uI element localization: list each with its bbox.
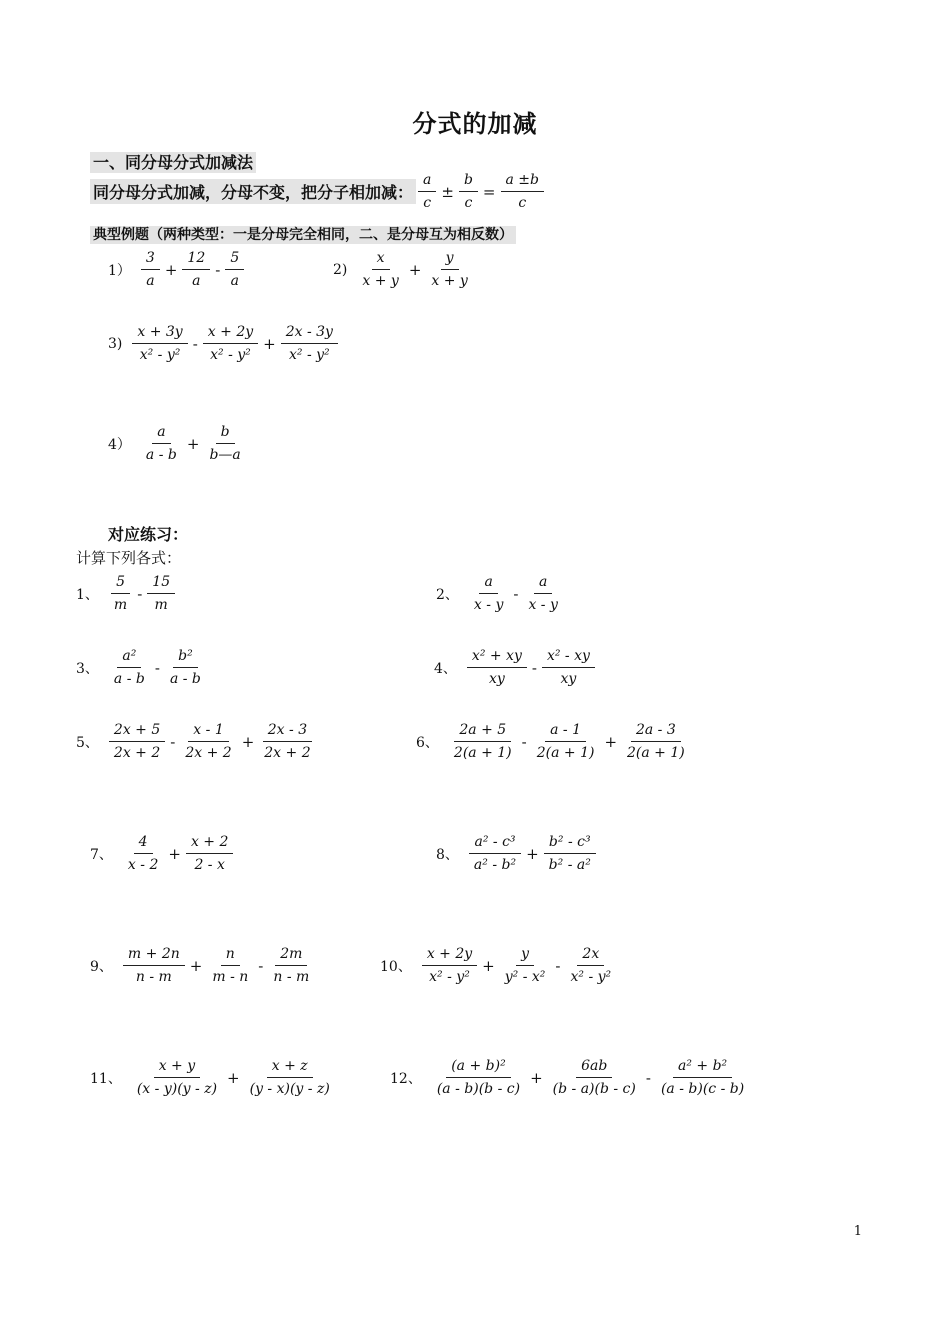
numerator: 6ab: [576, 1058, 612, 1078]
denominator: x² - y²: [429, 969, 470, 985]
denominator: b² - a²: [548, 857, 591, 873]
operator: -: [645, 1068, 651, 1087]
operator: -: [192, 334, 198, 353]
denominator: xy: [560, 671, 577, 687]
fraction: [469, 574, 508, 613]
fraction: [548, 1058, 641, 1097]
rule-fraction-1: $\frac{a}{c}$: [418, 172, 436, 211]
denominator: a - b: [113, 671, 145, 687]
item-label: 11、: [90, 1070, 122, 1087]
item-label: 2、: [436, 586, 459, 603]
denominator: (b - a)(b - c): [552, 1081, 636, 1097]
examples-heading: 典型例题（两种类型：一是分母完全相同，二、是分母互为相反数）: [90, 224, 516, 244]
denominator: xy: [488, 671, 505, 687]
operator: -: [531, 658, 537, 677]
denominator: x² - y²: [289, 347, 330, 363]
practice-7: [90, 834, 235, 873]
denominator: a² - b²: [473, 857, 517, 873]
item-label: 12、: [390, 1070, 422, 1087]
example-1: [108, 250, 246, 289]
operator: -: [513, 584, 519, 603]
numerator: 2x - 3y: [281, 324, 338, 344]
operator: -: [521, 732, 527, 751]
fraction: [622, 722, 690, 761]
numerator: 2a - 3: [631, 722, 681, 742]
numerator: x + 2: [186, 834, 233, 854]
section-heading: 一、同分母分式加减法: [90, 150, 256, 173]
fraction: [123, 946, 185, 985]
fraction: [426, 250, 472, 289]
operator: +: [227, 1068, 240, 1087]
numerator: a: [479, 574, 497, 594]
denominator: n - m: [273, 969, 310, 985]
numerator: a² + b²: [673, 1058, 732, 1078]
numerator: 2a + 5: [454, 722, 511, 742]
item-label: 5、: [76, 734, 99, 751]
item-label: 3、: [76, 660, 99, 677]
denominator: 2 - x: [194, 857, 225, 873]
page-title: 分式的加减: [412, 110, 538, 138]
numerator: 2x - 3: [263, 722, 312, 742]
fraction: [432, 1058, 525, 1097]
fraction: [656, 1058, 749, 1097]
fraction: [141, 250, 160, 289]
denominator: x + y: [431, 273, 468, 289]
numerator: n: [221, 946, 240, 966]
denominator: 2x + 2: [185, 745, 232, 761]
denominator: 2(a + 1): [627, 745, 685, 761]
fraction: [123, 834, 163, 873]
fraction: [542, 648, 595, 687]
practice-12: [390, 1058, 751, 1097]
operator: +: [164, 260, 178, 279]
rule-line: 同分母分式加减，分母不变，把分子相加减： $\frac{a}{c}$ ± $\frac{b}{c}$ = $\frac{a \pm b}{c}$: [90, 172, 546, 211]
numerator: 15: [147, 574, 175, 594]
operator: -: [154, 658, 160, 677]
fraction: [422, 946, 477, 985]
denominator: (a - b)(c - b): [660, 1081, 745, 1097]
item-label: 1、: [76, 586, 99, 603]
numerator: 2x: [577, 946, 604, 966]
fraction: [109, 648, 150, 687]
practice-11: [90, 1058, 337, 1097]
operator: +: [241, 732, 255, 751]
fraction: [449, 722, 517, 761]
numerator: y: [516, 946, 534, 966]
example-2: [333, 250, 475, 289]
denominator: x² - y²: [210, 347, 251, 363]
numerator: 12: [182, 250, 210, 270]
fraction: [207, 946, 253, 985]
practice-5: [76, 722, 318, 761]
fraction: [147, 574, 175, 613]
numerator: 3: [141, 250, 160, 270]
denominator: x - y: [528, 597, 558, 613]
operator: +: [189, 956, 203, 975]
fraction: [357, 250, 403, 289]
fraction: [281, 324, 338, 363]
fraction: [245, 1058, 335, 1097]
numerator: x + 2y: [422, 946, 477, 966]
numerator: (a + b)²: [446, 1058, 510, 1078]
fraction: [186, 834, 233, 873]
item-label: 4、: [434, 660, 457, 677]
item-label: 3): [108, 335, 123, 352]
fraction: [132, 324, 187, 363]
operator: -: [137, 584, 143, 603]
denominator: x² - y²: [570, 969, 612, 985]
denominator: a: [192, 273, 201, 289]
fraction: [109, 722, 165, 761]
operator: -: [555, 956, 561, 975]
fraction: [259, 722, 315, 761]
denominator: x - y: [473, 597, 504, 613]
numerator: x + z: [267, 1058, 313, 1078]
fraction: [566, 946, 617, 985]
denominator: b—a: [209, 447, 241, 463]
practice-3: [76, 648, 208, 687]
practice-9: [90, 946, 316, 985]
practice-instruction: 计算下列各式：: [76, 549, 182, 567]
fraction: [523, 574, 562, 613]
numerator: m + 2n: [123, 946, 185, 966]
operator: -: [215, 260, 221, 279]
numerator: a: [534, 574, 552, 594]
operator: +: [263, 334, 276, 353]
numerator: b² - c³: [544, 834, 596, 854]
practice-4: [434, 648, 597, 687]
operator: +: [168, 844, 181, 863]
fraction: [182, 250, 210, 289]
practice-2: [436, 574, 565, 613]
denominator: a - b: [169, 671, 201, 687]
denominator: x - 2: [127, 857, 159, 873]
denominator: a - b: [145, 447, 177, 463]
item-label: 4）: [108, 436, 131, 453]
numerator: x - 1: [188, 722, 228, 742]
rule-fraction-2: $\frac{b}{c}$: [459, 172, 478, 211]
fraction: [268, 946, 314, 985]
practice-8: [436, 834, 598, 873]
denominator: 2x + 2: [264, 745, 311, 761]
numerator: y: [441, 250, 459, 270]
numerator: x: [372, 250, 390, 270]
denominator: n - m: [135, 969, 172, 985]
item-label: 9、: [90, 958, 113, 975]
numerator: x² + xy: [467, 648, 527, 668]
numerator: a: [152, 424, 170, 444]
operator: -: [258, 956, 264, 975]
denominator: x + y: [362, 273, 399, 289]
denominator: m - n: [212, 969, 249, 985]
operator: +: [482, 956, 495, 975]
operator: +: [604, 732, 618, 751]
denominator: y² - x²: [504, 969, 546, 985]
denominator: m: [154, 597, 168, 613]
numerator: b²: [173, 648, 198, 668]
numerator: 2m: [275, 946, 307, 966]
fraction: [225, 250, 244, 289]
fraction: [204, 424, 245, 463]
item-label: 7、: [90, 846, 113, 863]
operator: +: [526, 844, 539, 863]
numerator: x + 3y: [132, 324, 187, 344]
operator: +: [408, 260, 422, 279]
denominator: x² - y²: [139, 347, 181, 363]
fraction: [532, 722, 600, 761]
practice-heading: 对应练习：: [108, 525, 189, 544]
item-label: 2): [333, 261, 348, 278]
denominator: 2(a + 1): [536, 745, 595, 761]
denominator: (a - b)(b - c): [436, 1081, 521, 1097]
fraction: [467, 648, 527, 687]
denominator: m: [113, 597, 128, 613]
fraction: [165, 648, 206, 687]
numerator: x + 2y: [203, 324, 258, 344]
numerator: a - 1: [545, 722, 586, 742]
fraction: [469, 834, 521, 873]
example-3: [108, 324, 340, 363]
denominator: a: [230, 273, 239, 289]
page-number: 1: [853, 1224, 862, 1239]
fraction: [132, 1058, 222, 1097]
item-label: 6、: [416, 734, 439, 751]
denominator: 2x + 2: [113, 745, 161, 761]
numerator: x + y: [154, 1058, 200, 1078]
practice-10: [380, 946, 618, 985]
rule-text: 同分母分式加减，分母不变，把分子相加减：: [90, 179, 416, 204]
operator: +: [530, 1068, 543, 1087]
item-label: 1）: [108, 262, 131, 279]
denominator: (y - x)(y - z): [249, 1081, 330, 1097]
example-4: [108, 424, 248, 463]
rule-fraction-3: $\frac{a \pm b}{c}$: [501, 172, 545, 211]
fraction: [180, 722, 236, 761]
denominator: 2(a + 1): [453, 745, 512, 761]
fraction: [203, 324, 258, 363]
fraction: [500, 946, 551, 985]
fraction: [544, 834, 596, 873]
item-label: 8、: [436, 846, 459, 863]
numerator: 2x + 5: [109, 722, 165, 742]
operator: -: [170, 732, 176, 751]
numerator: 5: [225, 250, 244, 270]
numerator: a² - c³: [469, 834, 520, 854]
fraction: [109, 574, 132, 613]
practice-1: [76, 574, 177, 613]
denominator: (x - y)(y - z): [136, 1081, 218, 1097]
practice-6: [416, 722, 692, 761]
item-label: 10、: [380, 958, 412, 975]
numerator: x² - xy: [542, 648, 595, 668]
numerator: 5: [111, 574, 130, 594]
denominator: a: [146, 273, 155, 289]
fraction: [141, 424, 182, 463]
numerator: a²: [117, 648, 141, 668]
numerator: b: [216, 424, 235, 444]
operator: +: [186, 434, 200, 453]
numerator: 4: [134, 834, 153, 854]
